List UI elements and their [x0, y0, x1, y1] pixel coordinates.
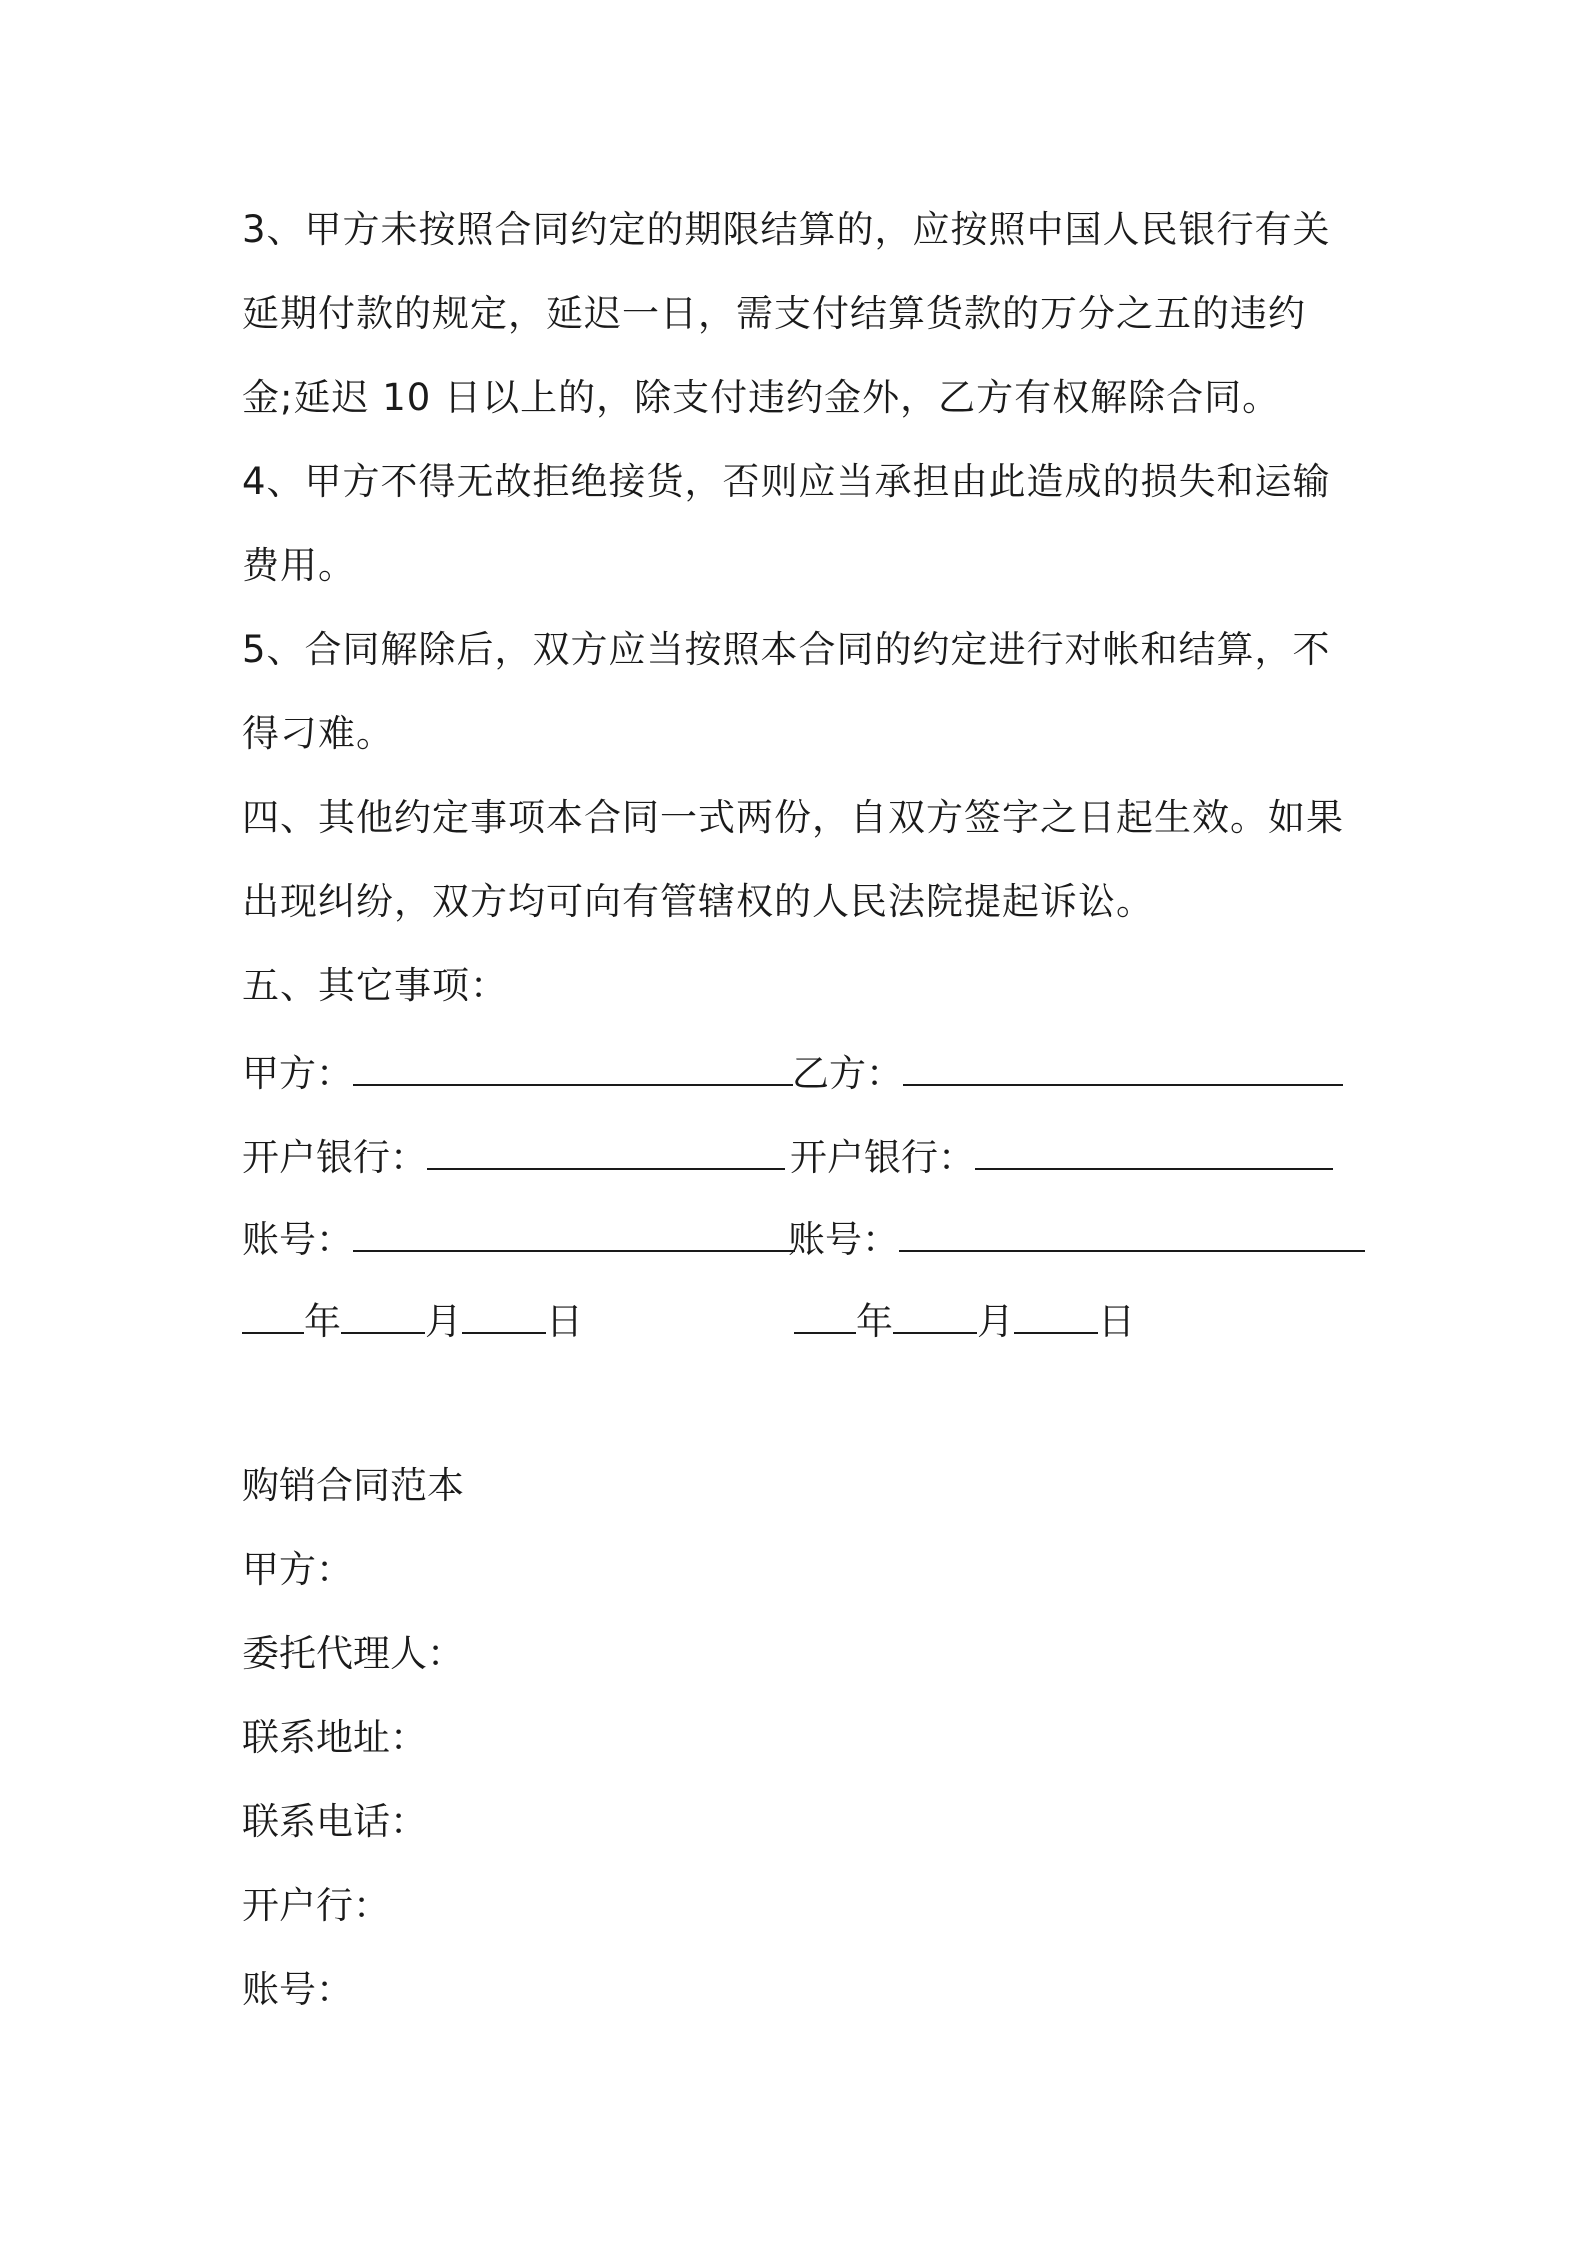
party-b-account-label: 账号： — [788, 1218, 899, 1261]
second-contract-title: 购销合同范本 — [242, 1464, 464, 1507]
party-a-year-blank[interactable] — [242, 1276, 304, 1334]
clause-4: 4、甲方不得无故拒绝接货，否则应当承担由此造成的损失和运输费用。 — [242, 460, 1331, 587]
party-a-account-label: 账号： — [242, 1218, 353, 1261]
party-a-bank-blank[interactable] — [427, 1112, 785, 1170]
field-address: 联系地址： — [242, 1716, 427, 1759]
party-a-label: 甲方： — [242, 1052, 353, 1095]
party-b-year-blank[interactable] — [794, 1276, 856, 1334]
party-a-blank[interactable] — [353, 1028, 793, 1086]
party-b-account-blank[interactable] — [899, 1194, 1365, 1252]
day-label: 日 — [546, 1300, 583, 1343]
field-bank: 开户行： — [242, 1884, 390, 1927]
contract-clauses — [242, 188, 1352, 1028]
clause-5: 5、合同解除后，双方应当按照本合同的约定进行对帐和结算，不得刁难。 — [242, 628, 1331, 755]
party-a-bank — [242, 1112, 785, 1200]
party-a-date — [242, 1276, 583, 1364]
party-b-day-blank[interactable] — [1014, 1276, 1098, 1334]
party-b-label: 乙方： — [792, 1052, 903, 1095]
party-a-signature — [242, 1028, 793, 1116]
party-b-signature — [792, 1028, 1343, 1116]
party-b-date — [794, 1276, 1135, 1364]
field-phone: 联系电话： — [242, 1800, 427, 1843]
party-b-bank — [790, 1112, 1333, 1200]
party-b-bank-label: 开户银行： — [790, 1136, 975, 1179]
party-b-blank[interactable] — [903, 1028, 1343, 1086]
field-party-a: 甲方： — [242, 1548, 353, 1591]
month-label: 月 — [977, 1300, 1014, 1343]
clause-other-matters: 五、其它事项： — [242, 964, 508, 1007]
party-b-bank-blank[interactable] — [975, 1112, 1333, 1170]
party-a-account-blank[interactable] — [353, 1194, 795, 1252]
party-a-month-blank[interactable] — [341, 1276, 425, 1334]
party-a-account — [242, 1194, 795, 1282]
field-account: 账号： — [242, 1968, 353, 2011]
party-a-day-blank[interactable] — [462, 1276, 546, 1334]
day-label: 日 — [1098, 1300, 1135, 1343]
clause-3: 3、甲方未按照合同约定的期限结算的，应按照中国人民银行有关延期付款的规定，延迟一日，需支付结算货款的万分之五的违约金;延迟 10 日以上的，除支付违约金外，乙方有权解除合同。 — [242, 208, 1331, 419]
party-b-account — [788, 1194, 1365, 1282]
party-b-month-blank[interactable] — [893, 1276, 977, 1334]
field-agent: 委托代理人： — [242, 1632, 464, 1675]
month-label: 月 — [425, 1300, 462, 1343]
year-label: 年 — [304, 1300, 341, 1343]
year-label: 年 — [856, 1300, 893, 1343]
party-a-bank-label: 开户银行： — [242, 1136, 427, 1179]
second-contract-fields — [242, 1528, 464, 2032]
clause-other-agreements: 四、其他约定事项本合同一式两份，自双方签字之日起生效。如果出现纠纷，双方均可向有管辖权的人民法院提起诉讼。 — [242, 796, 1344, 923]
